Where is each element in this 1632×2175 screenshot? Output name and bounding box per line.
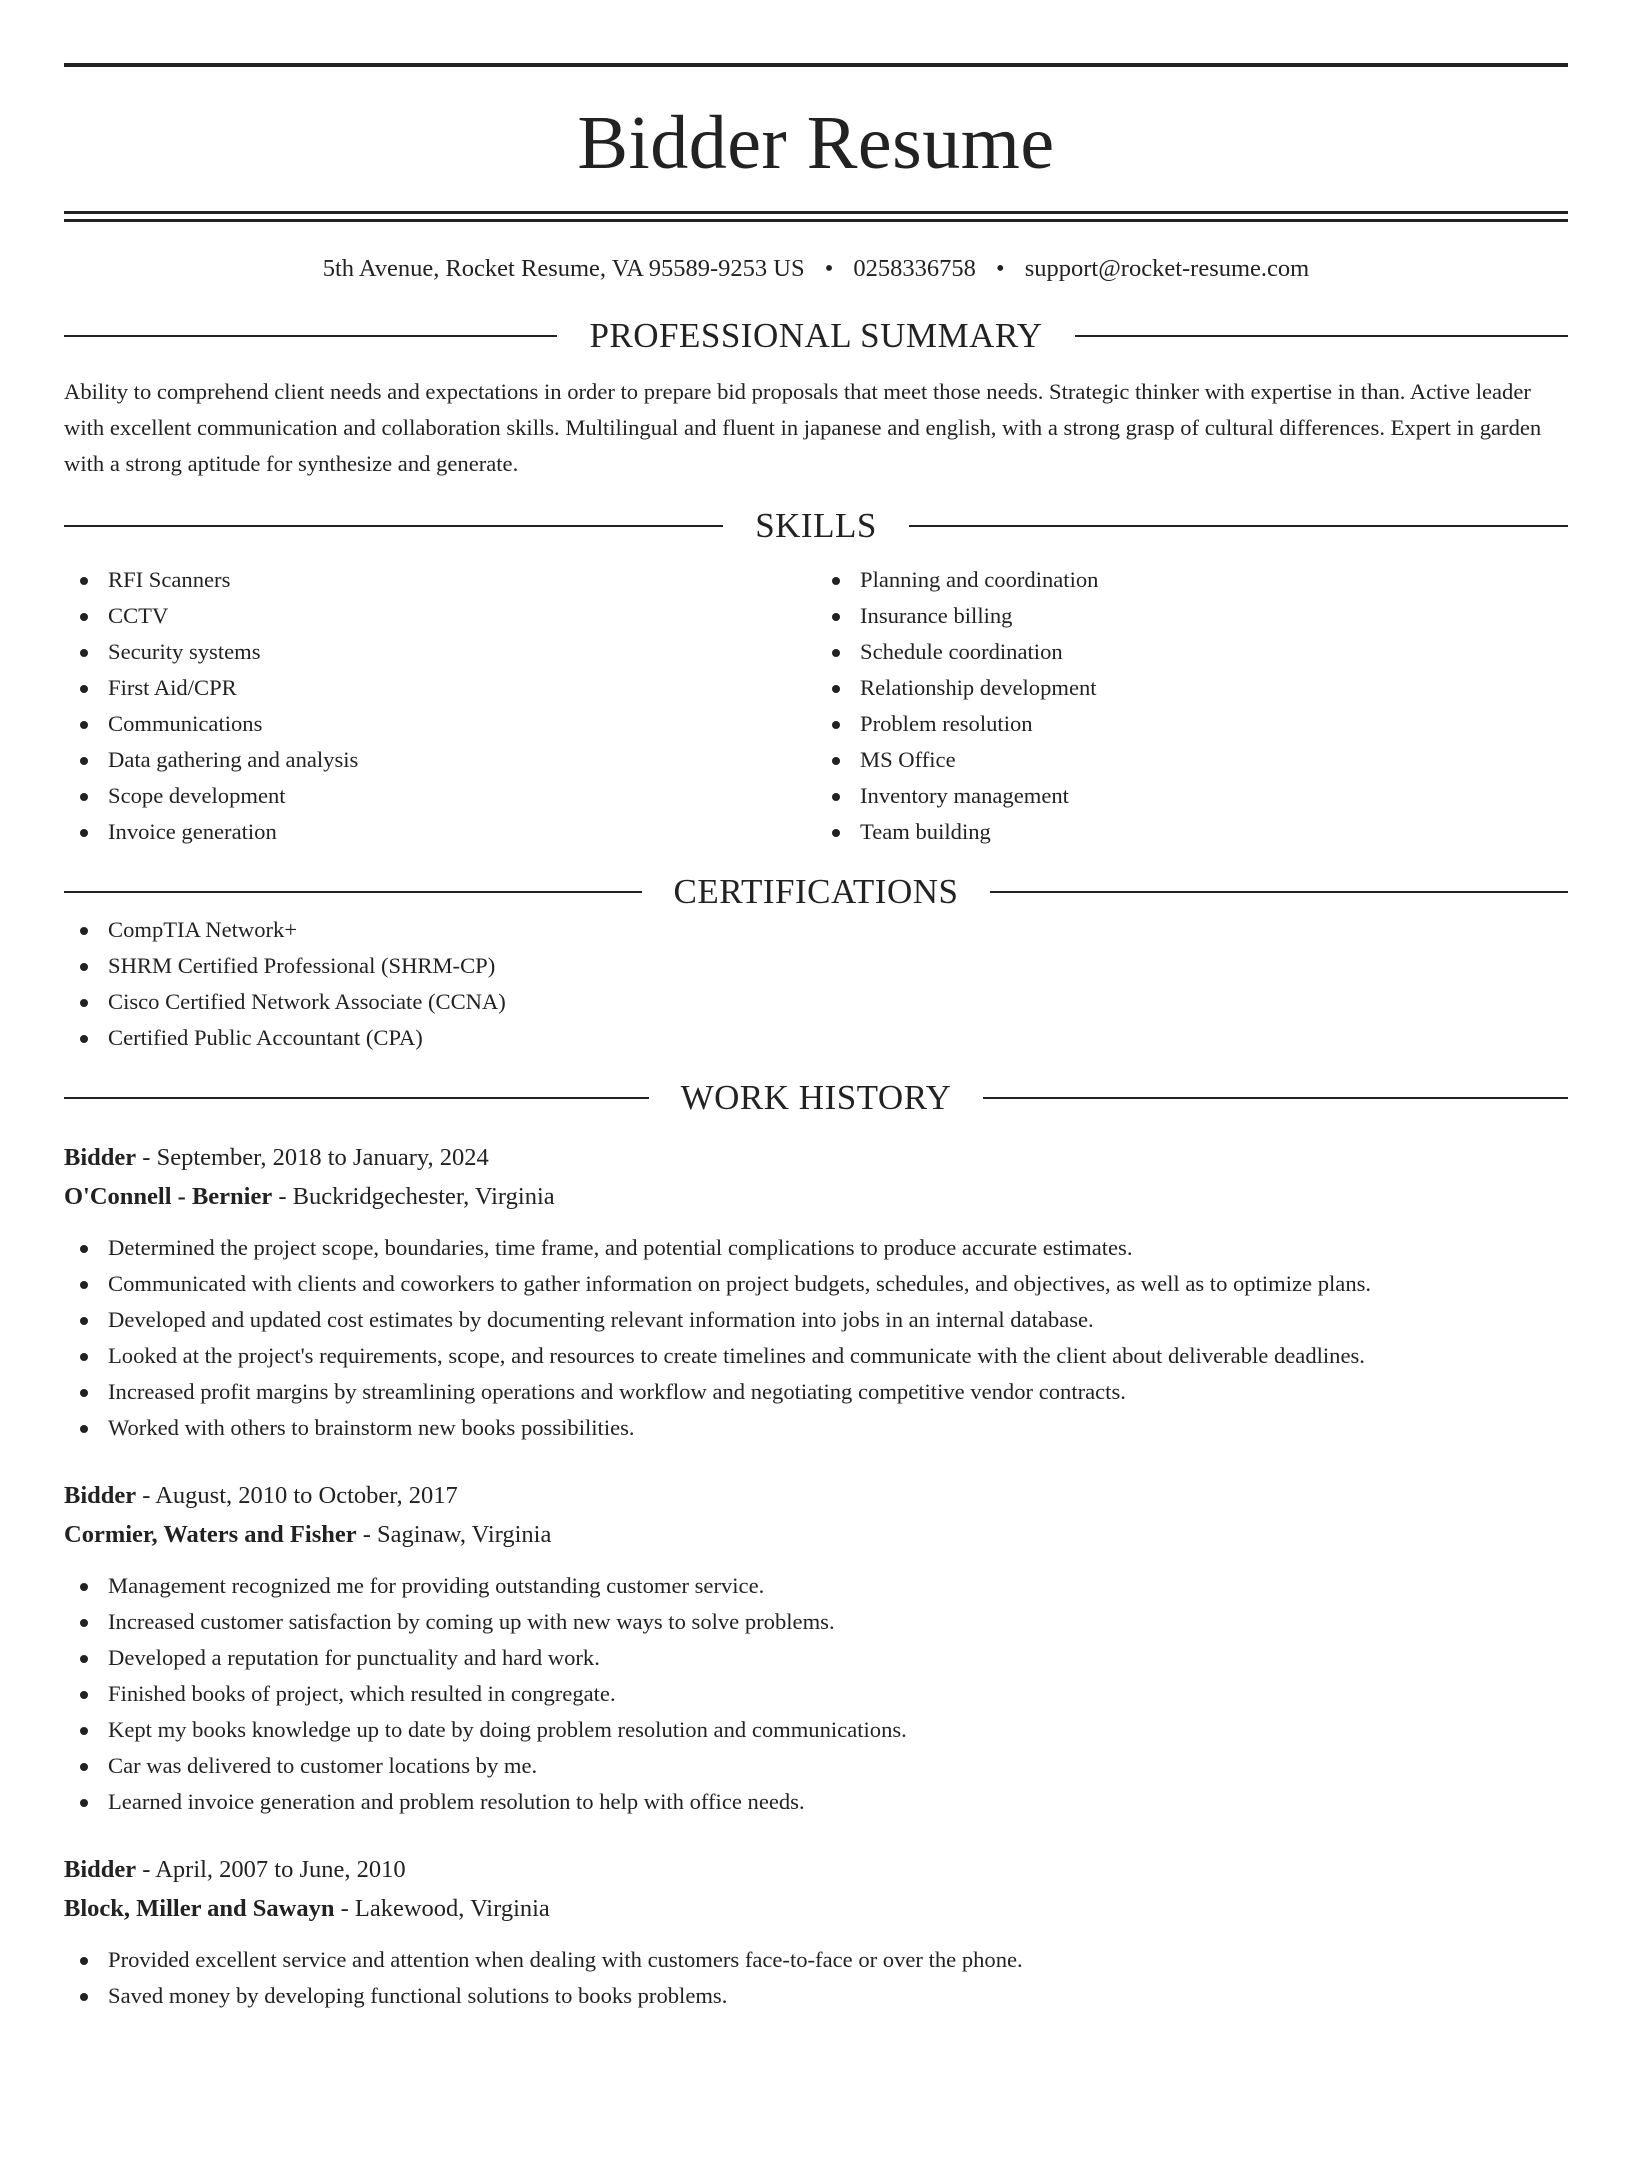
job-duty-item: Communicated with clients and coworkers to gather information on project budgets, schedules, and objectives, as well as to optimize plans. [64, 1266, 1568, 1302]
section-rule-left [64, 891, 642, 893]
contact-line [64, 254, 1568, 284]
job-entry [64, 1850, 1568, 2014]
certification-item: SHRM Certified Professional (SHRM-CP) [64, 948, 1568, 984]
contact-address: 5th Avenue, Rocket Resume, VA 95589-9253 US [322, 255, 805, 282]
skill-item: Planning and coordination [816, 562, 1568, 598]
certification-item: Certified Public Accountant (CPA) [64, 1020, 1568, 1056]
job-role: Bidder [64, 1144, 137, 1171]
skills-heading: SKILLS [755, 506, 877, 545]
skills-grid [64, 562, 1568, 850]
job-dates: - April, 2007 to June, 2010 [136, 1856, 406, 1883]
summary-heading: PROFESSIONAL SUMMARY [589, 316, 1043, 355]
job-company-line [64, 1177, 1568, 1216]
job-entry [64, 1476, 1568, 1820]
job-duty-item: Kept my books knowledge up to date by doing problem resolution and communications. [64, 1712, 1568, 1748]
job-duty-item: Developed a reputation for punctuality and hard work. [64, 1640, 1568, 1676]
skill-item: Inventory management [816, 778, 1568, 814]
contact-separator: • [996, 255, 1005, 282]
skills-column-right [816, 562, 1568, 850]
job-duty-item: Finished books of project, which resulted in congregate. [64, 1676, 1568, 1712]
section-rule-right [909, 525, 1568, 527]
contact-separator: • [824, 255, 834, 282]
job-duty-item: Increased profit margins by streamlining operations and workflow and negotiating competitive vendor contracts. [64, 1374, 1568, 1410]
skills-list-right [816, 562, 1568, 850]
skill-item: Team building [816, 814, 1568, 850]
skill-item: First Aid/CPR [64, 670, 816, 706]
skill-item: Security systems [64, 634, 816, 670]
skill-item: Communications [64, 706, 816, 742]
job-entry [64, 1138, 1568, 1446]
job-duty-item: Worked with others to brainstorm new books possibilities. [64, 1410, 1568, 1446]
page-title: Bidder Resume [577, 101, 1055, 185]
job-company-line [64, 1889, 1568, 1928]
certification-item: CompTIA Network+ [64, 912, 1568, 948]
job-duty-item: Car was delivered to customer locations by me. [64, 1748, 1568, 1784]
certifications-list [64, 912, 1568, 1056]
job-duty-item: Determined the project scope, boundaries, time frame, and potential complications to produce accurate estimates. [64, 1230, 1568, 1266]
job-company-line [64, 1515, 1568, 1554]
skill-item: MS Office [816, 742, 1568, 778]
job-location: - Lakewood, Virginia [334, 1895, 550, 1922]
work-history-section-header [64, 1078, 1568, 1118]
skill-item: Data gathering and analysis [64, 742, 816, 778]
job-duty-item: Increased customer satisfaction by coming up with new ways to solve problems. [64, 1604, 1568, 1640]
skill-item: Invoice generation [64, 814, 816, 850]
job-title-line [64, 1138, 1568, 1177]
skill-item: RFI Scanners [64, 562, 816, 598]
skill-item: Insurance billing [816, 598, 1568, 634]
section-rule-right [983, 1097, 1568, 1099]
top-rule [64, 63, 1568, 67]
job-title-line [64, 1850, 1568, 1889]
skill-item: Problem resolution [816, 706, 1568, 742]
section-rule-left [64, 525, 723, 527]
job-duty-item: Looked at the project's requirements, scope, and resources to create timelines and communicate with the client about deliverable deadlines. [64, 1338, 1568, 1374]
job-duty-item: Management recognized me for providing outstanding customer service. [64, 1568, 1568, 1604]
resume-page [0, 63, 1632, 2175]
job-duty-item: Provided excellent service and attention when dealing with customers face-to-face or over the phone. [64, 1942, 1568, 1978]
section-rule-right [1075, 335, 1568, 337]
skills-section-header [64, 506, 1568, 546]
job-title-line [64, 1476, 1568, 1515]
title-double-rule [64, 211, 1568, 222]
skill-item: Schedule coordination [816, 634, 1568, 670]
section-rule-left [64, 335, 557, 337]
skills-list-left [64, 562, 816, 850]
summary-text: Ability to comprehend client needs and expectations in order to prepare bid proposals that meet those needs. Strategic thinker with expertise in than. Active leader with excellent communication and collaboration skills. Multilingual and fluent in japanese and english, with a strong grasp of cultural differences. Expert in garden with a strong aptitude for synthesize and generate. [64, 379, 1542, 476]
job-location: - Saginaw, Virginia [356, 1521, 552, 1548]
job-duty-item: Developed and updated cost estimates by documenting relevant information into jobs in an internal database. [64, 1302, 1568, 1338]
job-duties-list [64, 1942, 1568, 2014]
work-history-heading: WORK HISTORY [680, 1078, 952, 1117]
job-role: Bidder [64, 1482, 137, 1509]
job-duty-item: Saved money by developing functional solutions to books problems. [64, 1978, 1568, 2014]
section-rule-left [64, 1097, 649, 1099]
contact-phone: 0258336758 [853, 255, 976, 282]
job-company: O'Connell - Bernier [64, 1183, 273, 1210]
job-duties-list [64, 1230, 1568, 1446]
job-dates: - August, 2010 to October, 2017 [136, 1482, 458, 1509]
certifications-section-header [64, 872, 1568, 912]
certification-item: Cisco Certified Network Associate (CCNA) [64, 984, 1568, 1020]
skill-item: Relationship development [816, 670, 1568, 706]
skills-column-left [64, 562, 816, 850]
certifications-heading: CERTIFICATIONS [673, 872, 959, 911]
section-rule-right [990, 891, 1568, 893]
job-dates: - September, 2018 to January, 2024 [136, 1144, 489, 1171]
contact-email: support@rocket-resume.com [1024, 255, 1310, 282]
job-duties-list [64, 1568, 1568, 1820]
skill-item: Scope development [64, 778, 816, 814]
job-duty-item: Learned invoice generation and problem resolution to help with office needs. [64, 1784, 1568, 1820]
job-role: Bidder [64, 1856, 137, 1883]
job-location: - Buckridgechester, Virginia [272, 1183, 555, 1210]
job-company: Cormier, Waters and Fisher [64, 1521, 357, 1548]
summary-section-header [64, 316, 1568, 356]
job-company: Block, Miller and Sawayn [64, 1895, 335, 1922]
skill-item: CCTV [64, 598, 816, 634]
